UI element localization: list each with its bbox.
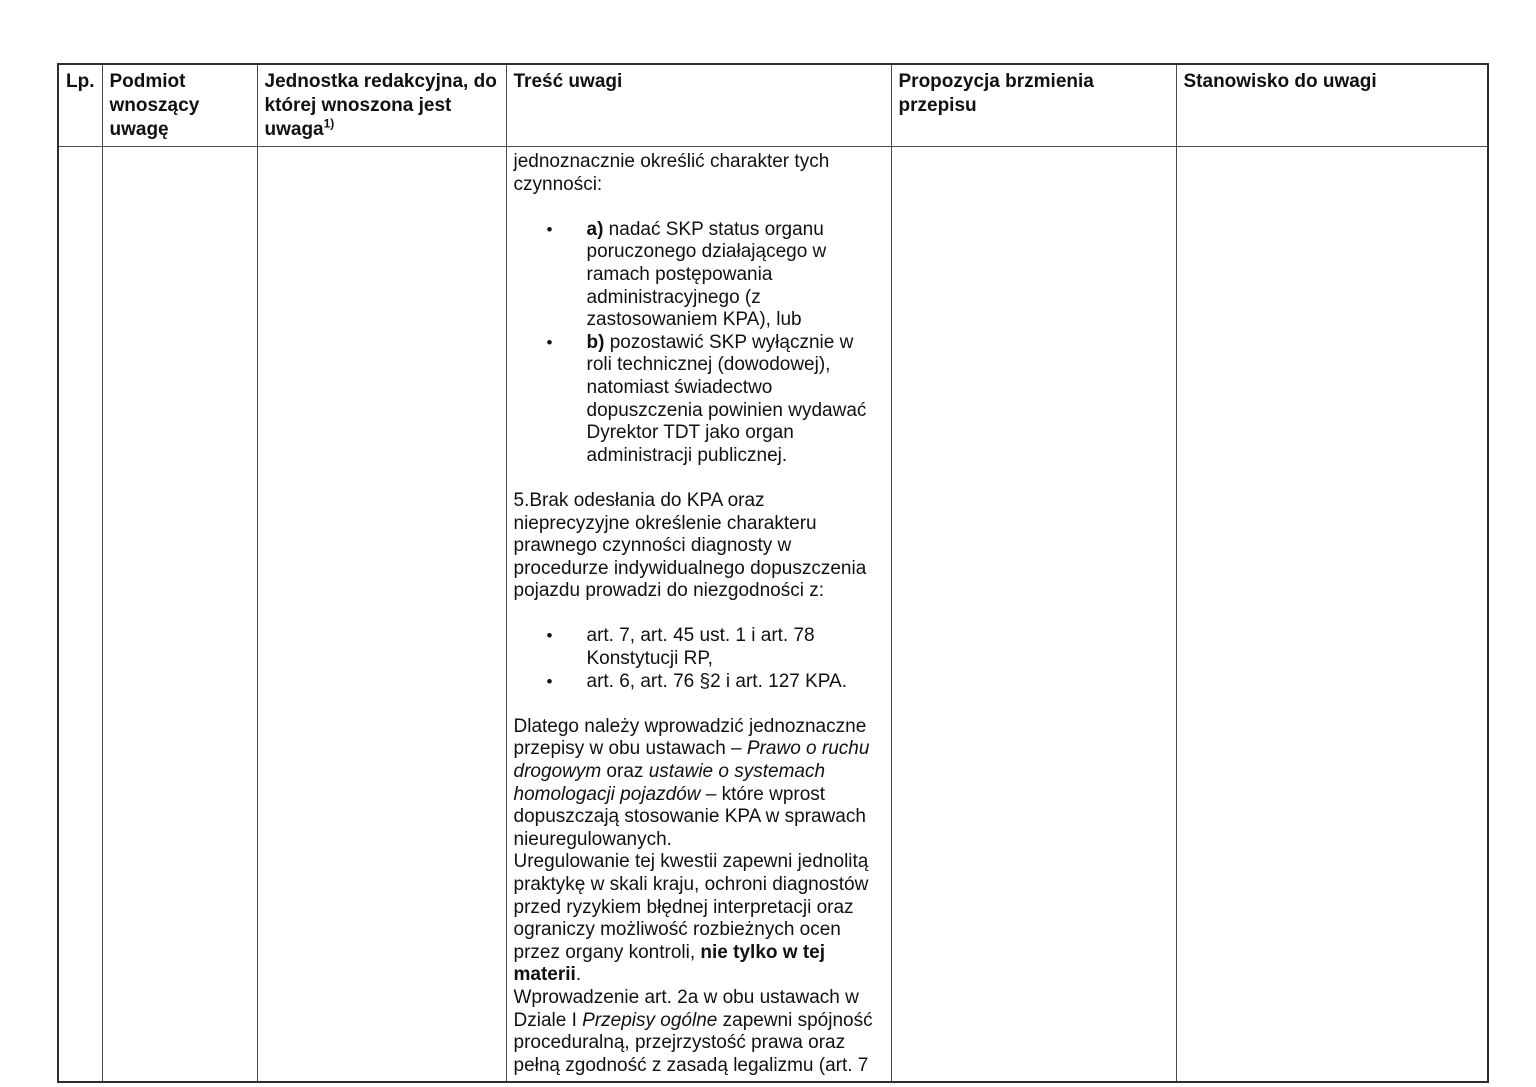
bullet-icon: • xyxy=(546,626,553,646)
bullet-text xyxy=(587,625,884,670)
paragraph-spacer xyxy=(514,693,884,716)
text-segment: Przepisy ogólne xyxy=(582,1009,718,1031)
cell-stanowisko xyxy=(1176,147,1488,1083)
header-cell-stanowisko xyxy=(1176,64,1488,147)
footnote-ref: 1) xyxy=(323,116,335,131)
text-segment: Prawo o ruchu drogowym xyxy=(513,738,870,783)
cell-tresc-uwagi xyxy=(506,147,891,1083)
header-cell-podmiot xyxy=(102,64,257,147)
text-segment: art. 7, art. 45 ust. 1 i art. 78 Konstytucji RP, xyxy=(586,625,815,670)
text-segment: Dlatego należy wprowadzić jednoznaczne przepisy w obu ustawach – xyxy=(513,715,867,760)
text-segment: zapewni spójność proceduralną, przejrzystość prawa oraz pełną zgodność z zasadą legalizmu (art. 7 xyxy=(513,1009,873,1076)
paragraph xyxy=(514,151,884,196)
text-segment: 5.Brak odesłania do KPA oraz nieprecyzyjne określenie charakteru prawnego czynności diagnosty w procedurze indywidualnego dopuszczenia pojazdu prowadzi do niezgodności z: xyxy=(513,489,867,602)
cell-propozycja xyxy=(891,147,1176,1083)
table-header-row xyxy=(58,64,1488,147)
text-segment: – które wprost dopuszczają stosowanie KPA w sprawach nieuregulowanych. xyxy=(513,783,866,850)
header-label-tresc: Treść uwagi xyxy=(513,71,623,92)
paragraph-spacer xyxy=(514,467,884,490)
text-segment: . xyxy=(575,964,582,986)
text-segment: nie tylko w tej materii xyxy=(513,941,826,986)
bullet-item xyxy=(514,219,884,332)
header-label-propozycja: Propozycja brzmienia przepisu xyxy=(898,71,1094,116)
text-segment: art. 6, art. 76 §2 i art. 127 KPA. xyxy=(586,670,848,692)
text-segment: pozostawić SKP wyłącznie w roli technicznej (dowodowej), natomiast świadectwo dopuszczenia powinien wydawać Dyrektor TDT jako organ administracji publicznej. xyxy=(586,331,867,466)
table-row xyxy=(58,147,1488,1083)
paragraph xyxy=(514,987,884,1077)
cell-lp xyxy=(58,147,102,1083)
text-segment: a) xyxy=(586,218,604,240)
header-cell-lp xyxy=(58,64,102,147)
text-segment: Wprowadzenie art. 2a w obu ustawach w Dziale I xyxy=(513,986,859,1031)
bullet-icon: • xyxy=(546,671,553,691)
bullet-item xyxy=(514,332,884,468)
paragraph-spacer xyxy=(514,603,884,626)
bullet-item xyxy=(514,671,884,694)
text-segment: Uregulowanie tej kwestii zapewni jednolitą praktykę w skali kraju, ochroni diagnostów przed ryzykiem błędnej interpretacji oraz ograniczy możliwość rozbieżnych ocen przez organy kontroli, xyxy=(513,851,869,963)
text-segment: nadać SKP status organu poruczonego działającego w ramach postępowania administracyjnego (z zastosowaniem KPA), lub xyxy=(586,218,827,331)
text-segment: ustawie o systemach homologacji pojazdów xyxy=(513,761,826,805)
header-cell-tresc xyxy=(506,64,891,147)
tresc-uwagi-content xyxy=(514,151,884,1077)
text-segment: b) xyxy=(586,331,605,353)
text-segment: oraz xyxy=(601,761,649,783)
header-cell-propozycja xyxy=(891,64,1176,147)
header-cell-jednostka xyxy=(257,64,506,147)
text-segment: jednoznacznie określić charakter tych czynności: xyxy=(513,151,830,195)
paragraph xyxy=(514,490,884,603)
bullet-item xyxy=(514,625,884,670)
paragraph xyxy=(514,716,884,852)
bullet-icon: • xyxy=(546,219,553,239)
header-label-jednostka: Jednostka redakcyjna, do której wnoszona jest uwaga xyxy=(264,71,497,140)
paragraph xyxy=(514,851,884,987)
header-label-podmiot: Podmiot wnoszący uwagę xyxy=(109,71,200,140)
bullet-icon: • xyxy=(546,332,553,352)
header-label-lp: Lp. xyxy=(66,71,95,92)
bullet-text xyxy=(587,219,884,332)
bullet-text xyxy=(587,332,884,468)
cell-jednostka xyxy=(257,147,506,1083)
header-label-stanowisko: Stanowisko do uwagi xyxy=(1183,71,1377,92)
comments-table xyxy=(57,63,1489,1083)
cell-podmiot xyxy=(102,147,257,1083)
bullet-text xyxy=(587,671,884,694)
paragraph-spacer xyxy=(514,196,884,219)
